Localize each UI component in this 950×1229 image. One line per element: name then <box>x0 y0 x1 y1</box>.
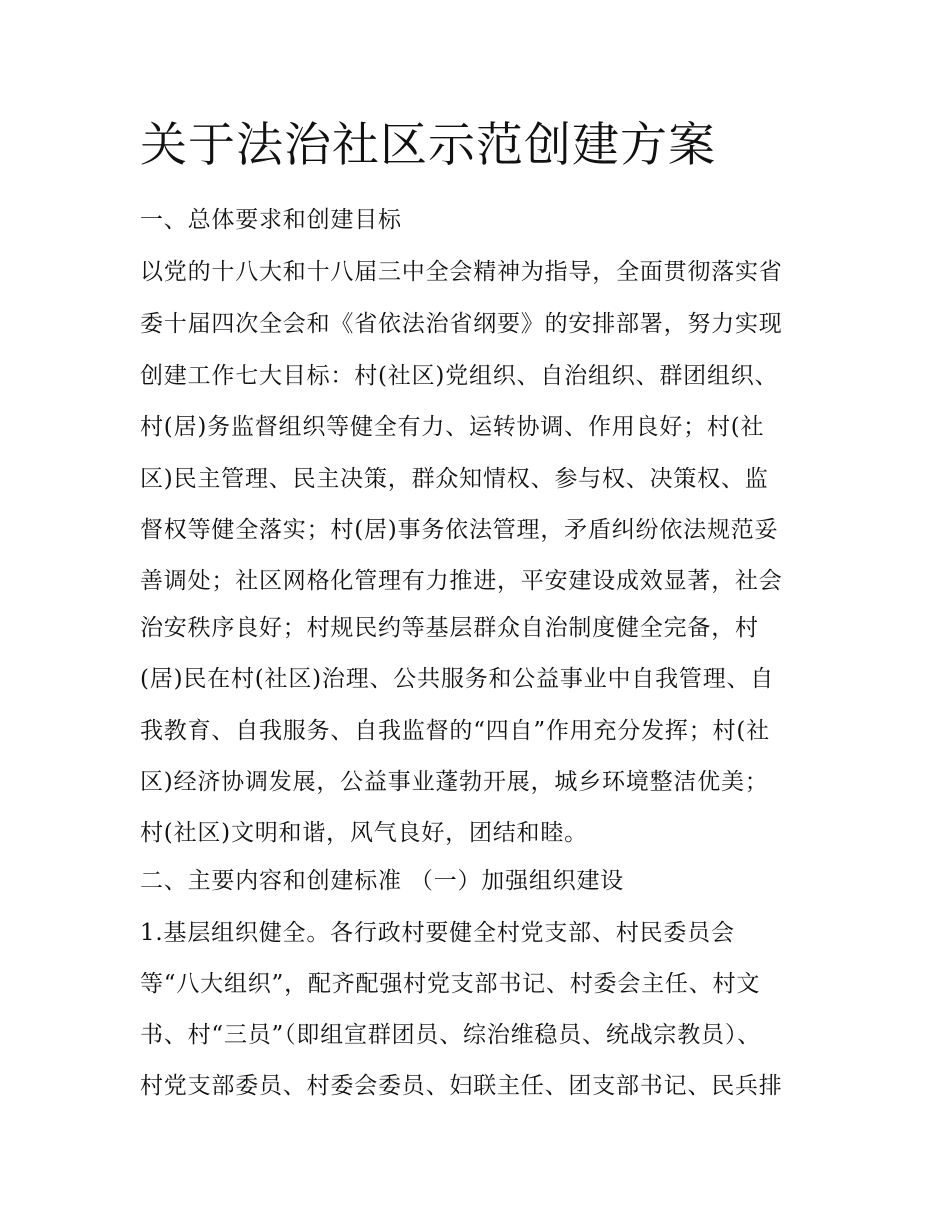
body-line: 村党支部委员、村委会委员、妇联主任、团支部书记、民兵排 <box>140 1073 783 1099</box>
section-heading: 二、主要内容和创建标准 （一）加强组织建设 <box>140 868 625 894</box>
body-line: 创建工作七大目标：村(社区)党组织、自治组织、群团组织、 <box>140 363 779 389</box>
body-line: 善调处；社区网格化管理有力推进，平安建设成效显著，社会 <box>140 568 783 594</box>
body-line: 以党的十八大和十八届三中全会精神为指导，全面贯彻落实省 <box>140 259 783 285</box>
body-line: 村(社区)文明和谐，风气良好，团结和睦。 <box>140 820 588 846</box>
body-line: 1.基层组织健全。各行政村要健全村党支部、村民委员会 <box>140 920 735 946</box>
body-line: 督权等健全落实；村(居)事务依法管理，矛盾纠纷依法规范妥 <box>140 517 779 543</box>
body-line: 等“八大组织”，配齐配强村党支部书记、村委会主任、村文 <box>140 971 761 997</box>
body-line: (居)民在村(社区)治理、公共服务和公益事业中自我管理、自 <box>140 666 775 692</box>
body-line: 委十届四次全会和《省依法治省纲要》的安排部署，努力实现 <box>140 311 783 337</box>
body-line: 书、村“三员”（即组宣群团员、综治维稳员、统战宗教员）、 <box>140 1022 761 1048</box>
body-line: 区)民主管理、民主决策，群众知情权、参与权、决策权、监 <box>140 466 769 492</box>
document-title: 关于法治社区示范创建方案 <box>140 118 716 173</box>
body-line: 我教育、自我服务、自我监督的“四自”作用充分发挥；村(社 <box>140 718 770 744</box>
body-line: 区)经济协调发展，公益事业蓬勃开展，城乡环境整洁优美； <box>140 769 769 795</box>
section-heading: 一、总体要求和创建目标 <box>140 207 402 233</box>
body-line: 治安秩序良好；村规民约等基层群众自治制度健全完备，村 <box>140 615 759 641</box>
body-line: 村(居)务监督组织等健全有力、运转协调、作用良好；村(社 <box>140 414 765 440</box>
